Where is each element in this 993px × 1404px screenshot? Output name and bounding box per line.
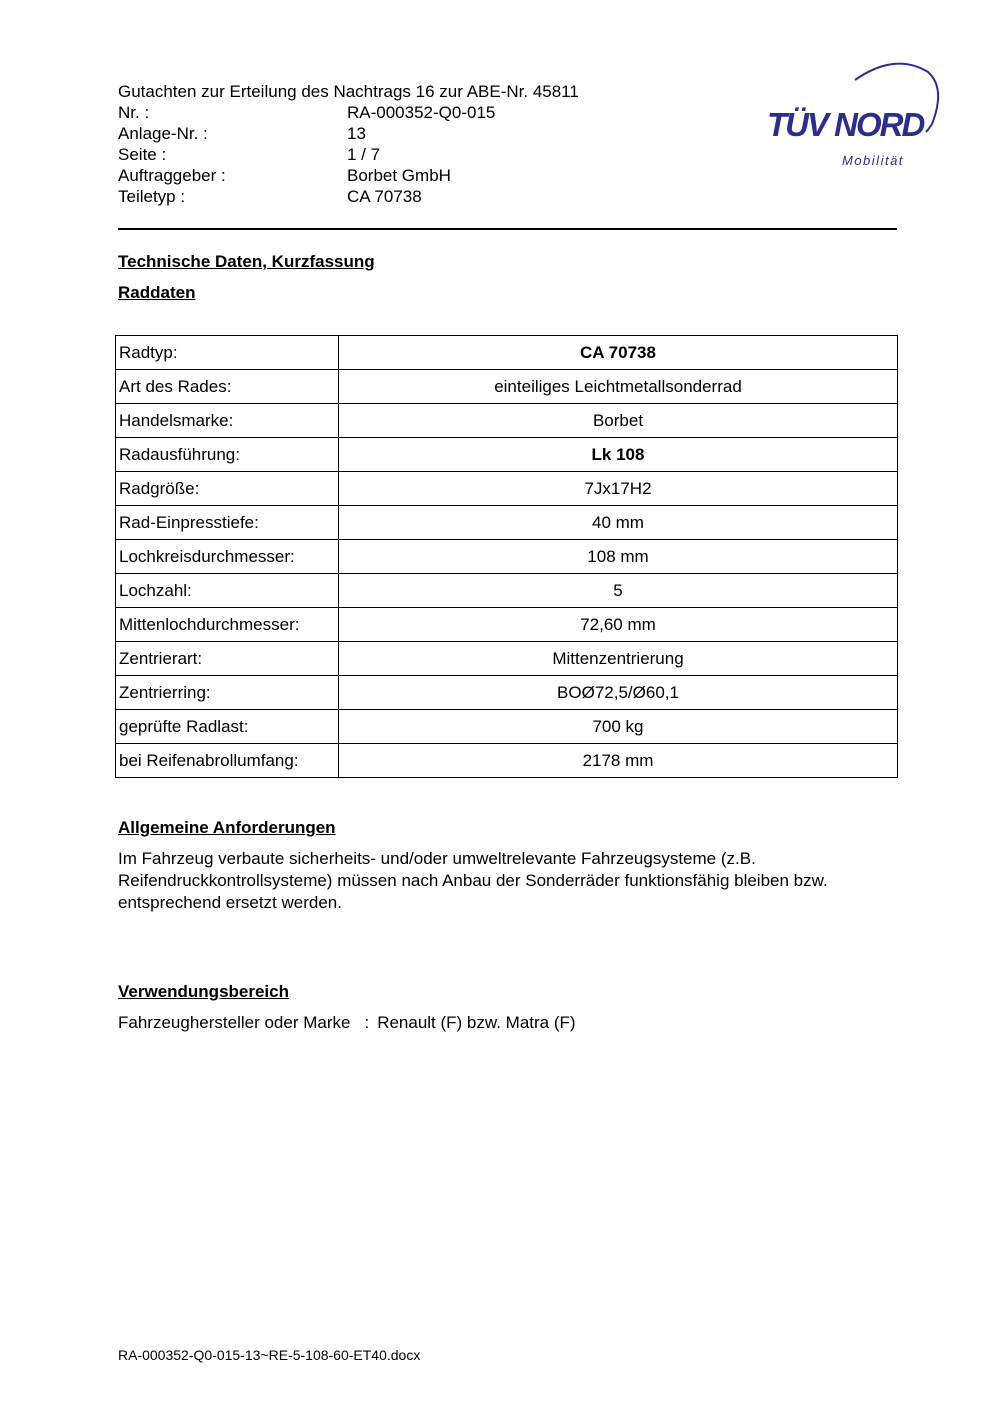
header-value: 13 [347,124,366,143]
table-value: CA 70738 [339,336,898,370]
table-value: BOØ72,5/Ø60,1 [339,676,898,710]
table-key: Handelsmarke: [116,404,339,438]
usage-label: Fahrzeughersteller oder Marke [118,1013,351,1032]
table-key: Zentrierring: [116,676,339,710]
table-value: 72,60 mm [339,608,898,642]
table-value: 2178 mm [339,744,898,778]
table-key: geprüfte Radlast: [116,710,339,744]
table-key: bei Reifenabrollumfang: [116,744,339,778]
header-label: Nr. : [118,103,150,122]
table-row [116,642,898,676]
table-value: Mittenzentrierung [339,642,898,676]
section-title-allgemeine-anforderungen: Allgemeine Anforderungen [118,818,336,837]
table-key: Rad-Einpresstiefe: [116,506,339,540]
table-key: Radtyp: [116,336,339,370]
table-row [116,336,898,370]
table-value: 700 kg [339,710,898,744]
table-row [116,506,898,540]
table-value: Borbet [339,404,898,438]
section-title-verwendungsbereich: Verwendungsbereich [118,982,289,1001]
header-value: 1 / 7 [347,145,381,164]
section-subtitle-raddaten: Raddaten [118,283,196,302]
table-value: 108 mm [339,540,898,574]
table-value: 5 [339,574,898,608]
table-key: Radausführung: [116,438,339,472]
table-row [116,472,898,506]
table-row [116,744,898,778]
header-label: Seite : [118,145,167,164]
svg-text:TÜV NORD: TÜV NORD [767,106,924,143]
raddaten-table [115,335,898,778]
tuv-nord-logo-mark [760,58,940,173]
table-row [116,574,898,608]
table-value: einteiliges Leichtmetallsonderrad [339,370,898,404]
table-key: Lochzahl: [116,574,339,608]
table-row [116,676,898,710]
requirements-text: Im Fahrzeug verbaute sicherheits- und/oder umweltrelevante Fahrzeugsysteme (z.B. Reifendruckkontrollsysteme) müssen nach Anbau der Sonderräder funktionsfähig bleiben bzw. entsprechend ersetzt werden. [118,849,828,912]
table-row [116,370,898,404]
table-value: 40 mm [339,506,898,540]
report-title: Gutachten zur Erteilung des Nachtrags 16 zur ABE-Nr. 45811 [118,82,579,101]
header-label: Teiletyp : [118,187,186,206]
table-key: Mittenlochdurchmesser: [116,608,339,642]
header-label: Anlage-Nr. : [118,124,208,143]
table-key: Art des Rades: [116,370,339,404]
header-value: CA 70738 [347,187,422,206]
svg-text:Mobilität: Mobilität [842,153,904,168]
table-row [116,540,898,574]
header-value: RA-000352-Q0-015 [347,103,496,122]
usage-line [118,1012,576,1033]
header-label: Auftraggeber : [118,166,226,185]
table-row [116,608,898,642]
table-row [116,710,898,744]
table-key: Lochkreisdurchmesser: [116,540,339,574]
tuv-nord-logo [760,58,940,173]
table-key: Zentrierart: [116,642,339,676]
table-value: 7Jx17H2 [339,472,898,506]
table-row [116,404,898,438]
table-row [116,438,898,472]
footer-filename: RA-000352-Q0-015-13~RE-5-108-60-ET40.docx [118,1347,421,1363]
table-value: Lk 108 [339,438,898,472]
table-key: Radgröße: [116,472,339,506]
usage-value: Renault (F) bzw. Matra (F) [377,1013,576,1032]
header-divider [118,228,897,230]
section-title-technische-daten: Technische Daten, Kurzfassung [118,252,375,271]
header-value: Borbet GmbH [347,166,451,185]
usage-separator: : [364,1013,370,1032]
